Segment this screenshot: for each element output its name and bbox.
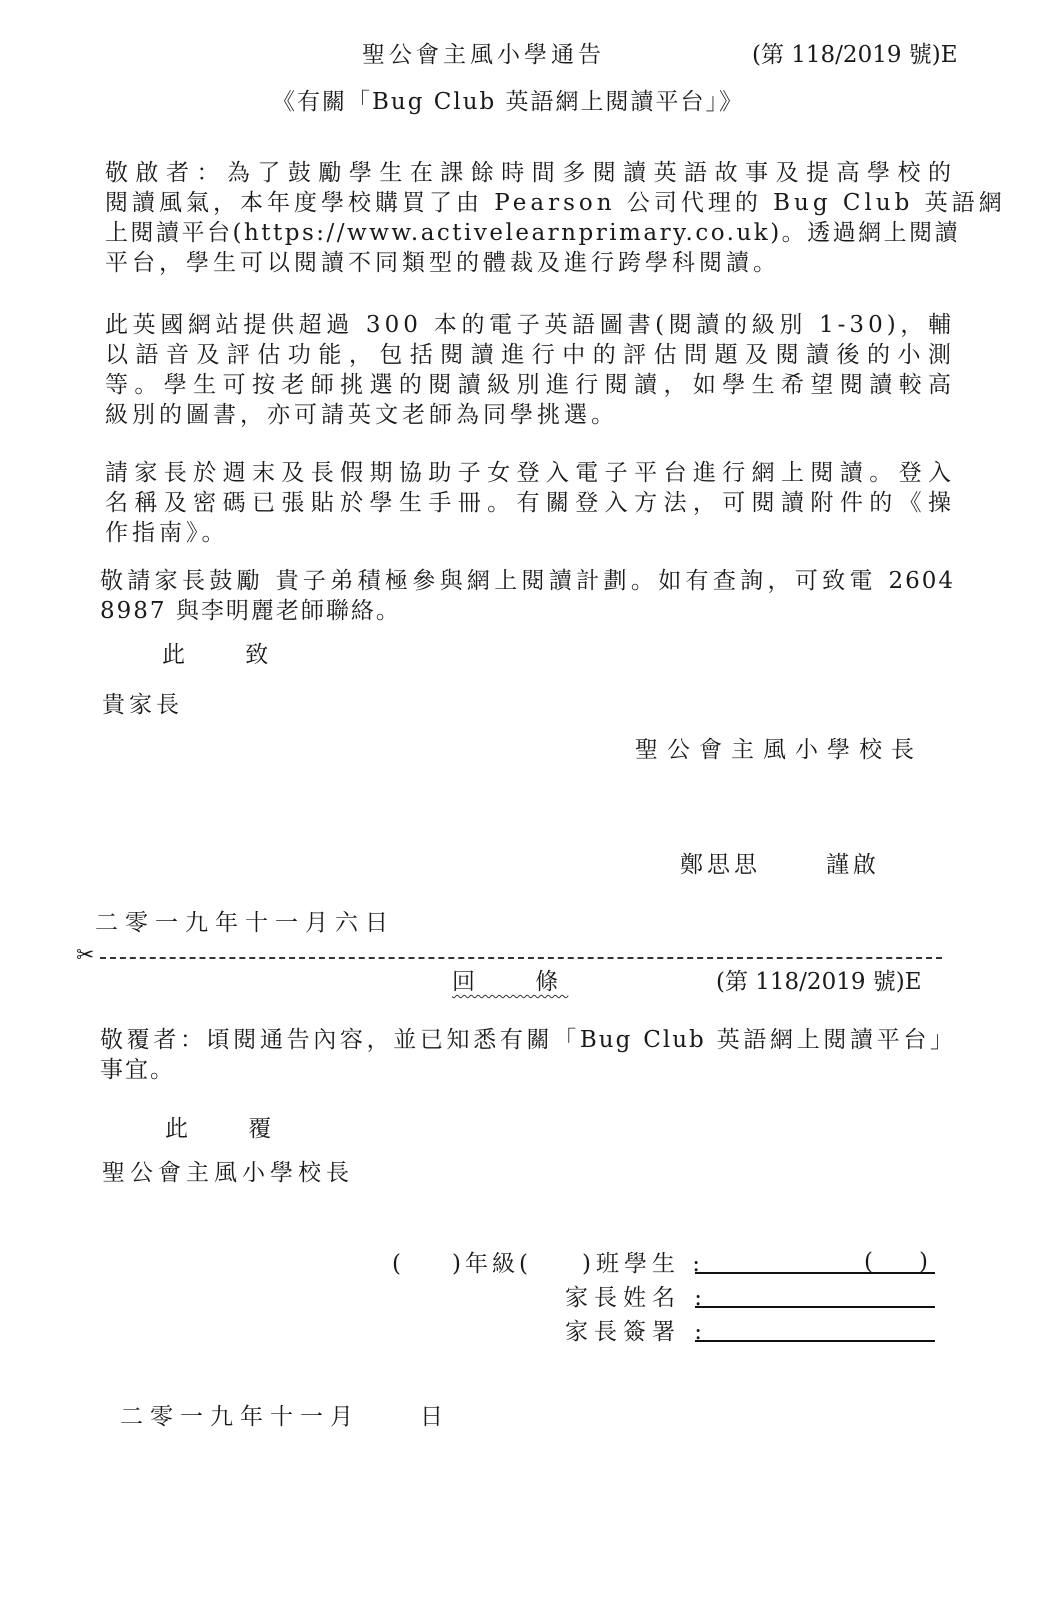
notice-title: 聖公會主風小學通告 [362, 42, 605, 68]
reply-date: 二零一九年十一月 日 [120, 1404, 450, 1430]
grade-label: )年級( [452, 1251, 532, 1277]
text-line: 平台，學生可以閱讀不同類型的體裁及進行跨學科閱讀。 [105, 250, 780, 276]
text-line: 等。學生可按老師挑選的閱讀級別進行閱讀，如學生希望閱讀較高 [105, 372, 955, 398]
text-line: 名稱及密碼已張貼於學生手冊。有關登入方法，可閱讀附件的《操 [105, 490, 955, 516]
scissors-icon: ✂ [76, 943, 95, 968]
text-line: 此英國網站提供超過 300 本的電子英語圖書(閱讀的級別 1-30)，輔 [105, 312, 955, 338]
reply-slip-reference: (第 118/2019 號)E [716, 969, 922, 995]
student-number-paren: ( ) [864, 1249, 928, 1275]
paragraph-intro [105, 158, 1006, 278]
text-line: 請家長於週末及長假期協助子女登入電子平台進行網上閱讀。登入 [105, 460, 955, 486]
sender-name: 鄭思思 [680, 852, 761, 878]
text-line: 敬請家長鼓勵 貴子弟積極參與網上閱讀計劃。如有查詢，可致電 2604 [100, 568, 955, 594]
closing-salutation: 此 致 [162, 642, 279, 668]
cut-line [100, 957, 942, 959]
paragraph-enquiry [100, 566, 955, 626]
parent-name-label: 家長姓名 : [565, 1285, 709, 1311]
text-line: 敬啟者：為了鼓勵學生在課餘時間多閱讀英語故事及提高學校的 [105, 160, 955, 186]
text-line: 8987 與李明麗老師聯絡。 [100, 598, 401, 624]
paragraph-login [105, 458, 955, 548]
recipient: 貴家長 [102, 692, 183, 718]
class-open-paren: ( [392, 1251, 404, 1277]
notice-date: 二零一九年十一月六日 [95, 910, 395, 936]
text-line: 上閱讀平台(https://www.activelearnprimary.co.uk)。透過網上閱讀 [105, 220, 961, 246]
sender-title: 聖公會主風小學校長 [635, 737, 923, 763]
parent-signature-label: 家長簽署 : [565, 1319, 709, 1345]
sender-signature-word: 謹啟 [826, 852, 880, 878]
parent-signature-field[interactable] [695, 1340, 935, 1342]
parent-name-field[interactable] [695, 1306, 935, 1308]
class-student-label: )班學生 : [582, 1251, 706, 1277]
paragraph-website [105, 310, 955, 430]
reply-slip-title: 回 條 [452, 969, 569, 995]
text-line: 以語音及評估功能，包括閱讀進行中的評估問題及閱讀後的小測 [105, 342, 955, 368]
text-line: 作指南》。 [105, 520, 229, 546]
text-line: 閱讀風氣，本年度學校購買了由 Pearson 公司代理的 Bug Club 英語網 [105, 190, 1006, 216]
reply-recipient: 聖公會主風小學校長 [102, 1160, 354, 1186]
notice-reference: (第 118/2019 號)E [752, 42, 958, 68]
text-line: 敬覆者：頃閱通告內容，並已知悉有關「Bug Club 英語網上閱讀平台」 [100, 1027, 955, 1053]
reply-closing: 此 覆 [165, 1116, 282, 1142]
text-line: 級別的圖書，亦可請英文老師為同學挑選。 [105, 402, 618, 428]
reply-text [100, 1025, 955, 1085]
notice-subtitle: 《有關「Bug Club 英語網上閱讀平台」》 [272, 89, 745, 115]
text-line: 事宜。 [100, 1057, 175, 1083]
